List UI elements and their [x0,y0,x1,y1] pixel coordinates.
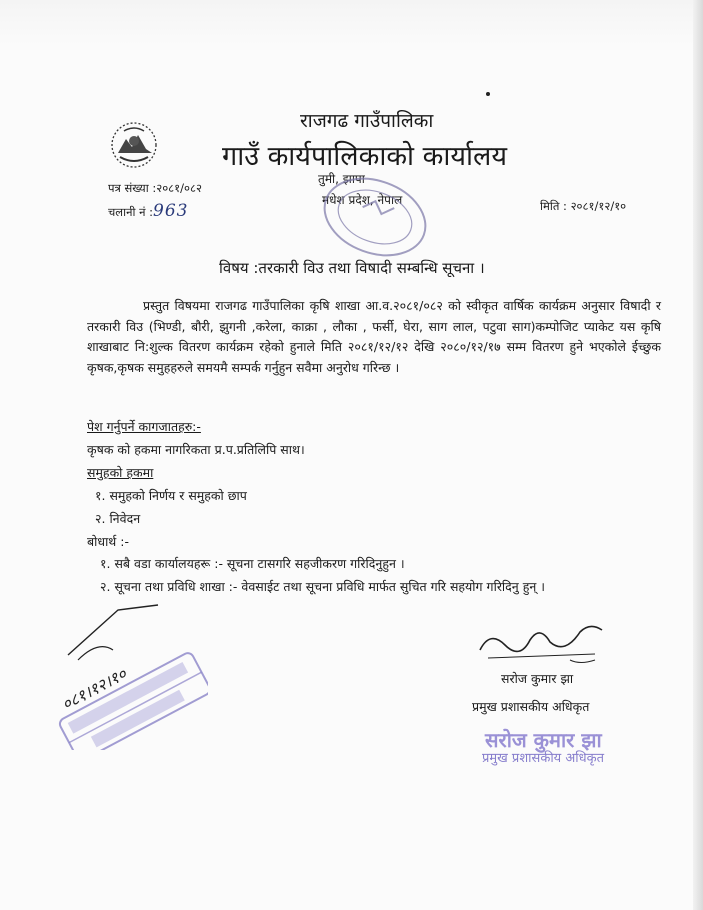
cc-item: २. सूचना तथा प्रविधि शाखा :- वेवसाईट तथा सूचना प्रविधि मार्फत सुचित गरि सहयोग गरिदिनु हुन् । [100,579,546,594]
group-item: १. समुहको निर्णय र समुहको छाप [95,488,247,503]
received-stamp-icon [38,600,208,750]
office-name: गाउँ कार्यपालिकाको कार्यालय [222,141,507,172]
documents-heading: पेश गर्नुपर्ने कागजातहरु:- [87,419,201,434]
scan-top-edge [0,0,703,45]
dispatch-number: चलानी नं :963 [108,201,189,221]
scan-right-edge [693,0,703,910]
group-item: २. निवेदन [95,511,141,526]
body-paragraph: प्रस्तुत विषयमा राजगढ गाउँपालिका कृषि शाखा आ.व.२०८१/०८२ को स्वीकृत वार्षिक कार्यक्रम अनुसार विषादी र तरकारी विउ (भिण्डी, बौरी, झुगनी ,करेला, काक्रा , लौका , फर्सी, घेरा, साग लाल, पटुवा साग)कम्पोजिट प्याकेट यस कृषि शाखाबाट नि:शुल्क वितरण कार्यक्रम रहेको हुनाले मिति २०८१/१२/१२ देखि २०८०/१२/१७ सम्म वितरण हुने भएकोले ईच्छुक कृषक,कृषक समुहहरुले समयमै सम्पर्क गर्नुहुन सवैमा अनुरोध गरिन्छ । [87,298,661,375]
subject-line: विषय :तरकारी विउ तथा विषादी सम्बन्धि सूचना । [219,259,485,277]
office-seal-icon [310,172,440,262]
letter-date: मिति : २०८१/१२/१० [540,199,627,213]
group-heading: समुहको हकमा [87,465,154,480]
farmer-document-item: कृषक को हकमा नागरिकता प्र.प.प्रतिलिपि साथ। [87,442,305,457]
ink-speck [486,92,490,96]
municipality-name: राजगढ गाउँपालिका [300,110,434,132]
nepal-emblem-icon [108,119,160,171]
address-line-2: मधेश प्रदेश, नेपाल [322,193,403,207]
cc-heading: बोधार्थ :- [87,534,129,549]
reference-number: पत्र संख्या :२०८१/०८२ [108,181,202,195]
stamp-designation: प्रमुख प्रशासकीय अधिकृत [482,751,605,766]
signatory-designation: प्रमुख प्रशासकीय अधिकृत [472,699,590,714]
signatory-name: सरोज कुमार झा [501,671,574,686]
address-line-1: तुमी, झापा [318,172,365,186]
svg-text:०८१।१२।१०: ०८१।१२।१० [58,664,130,715]
signature-icon [470,610,610,670]
stamp-name: सरोज कुमार झा [485,728,602,752]
cc-item: १. सबै वडा कार्यालयहरू :- सूचना टासगरि सहजीकरण गरिदिनुहुन । [100,556,405,571]
